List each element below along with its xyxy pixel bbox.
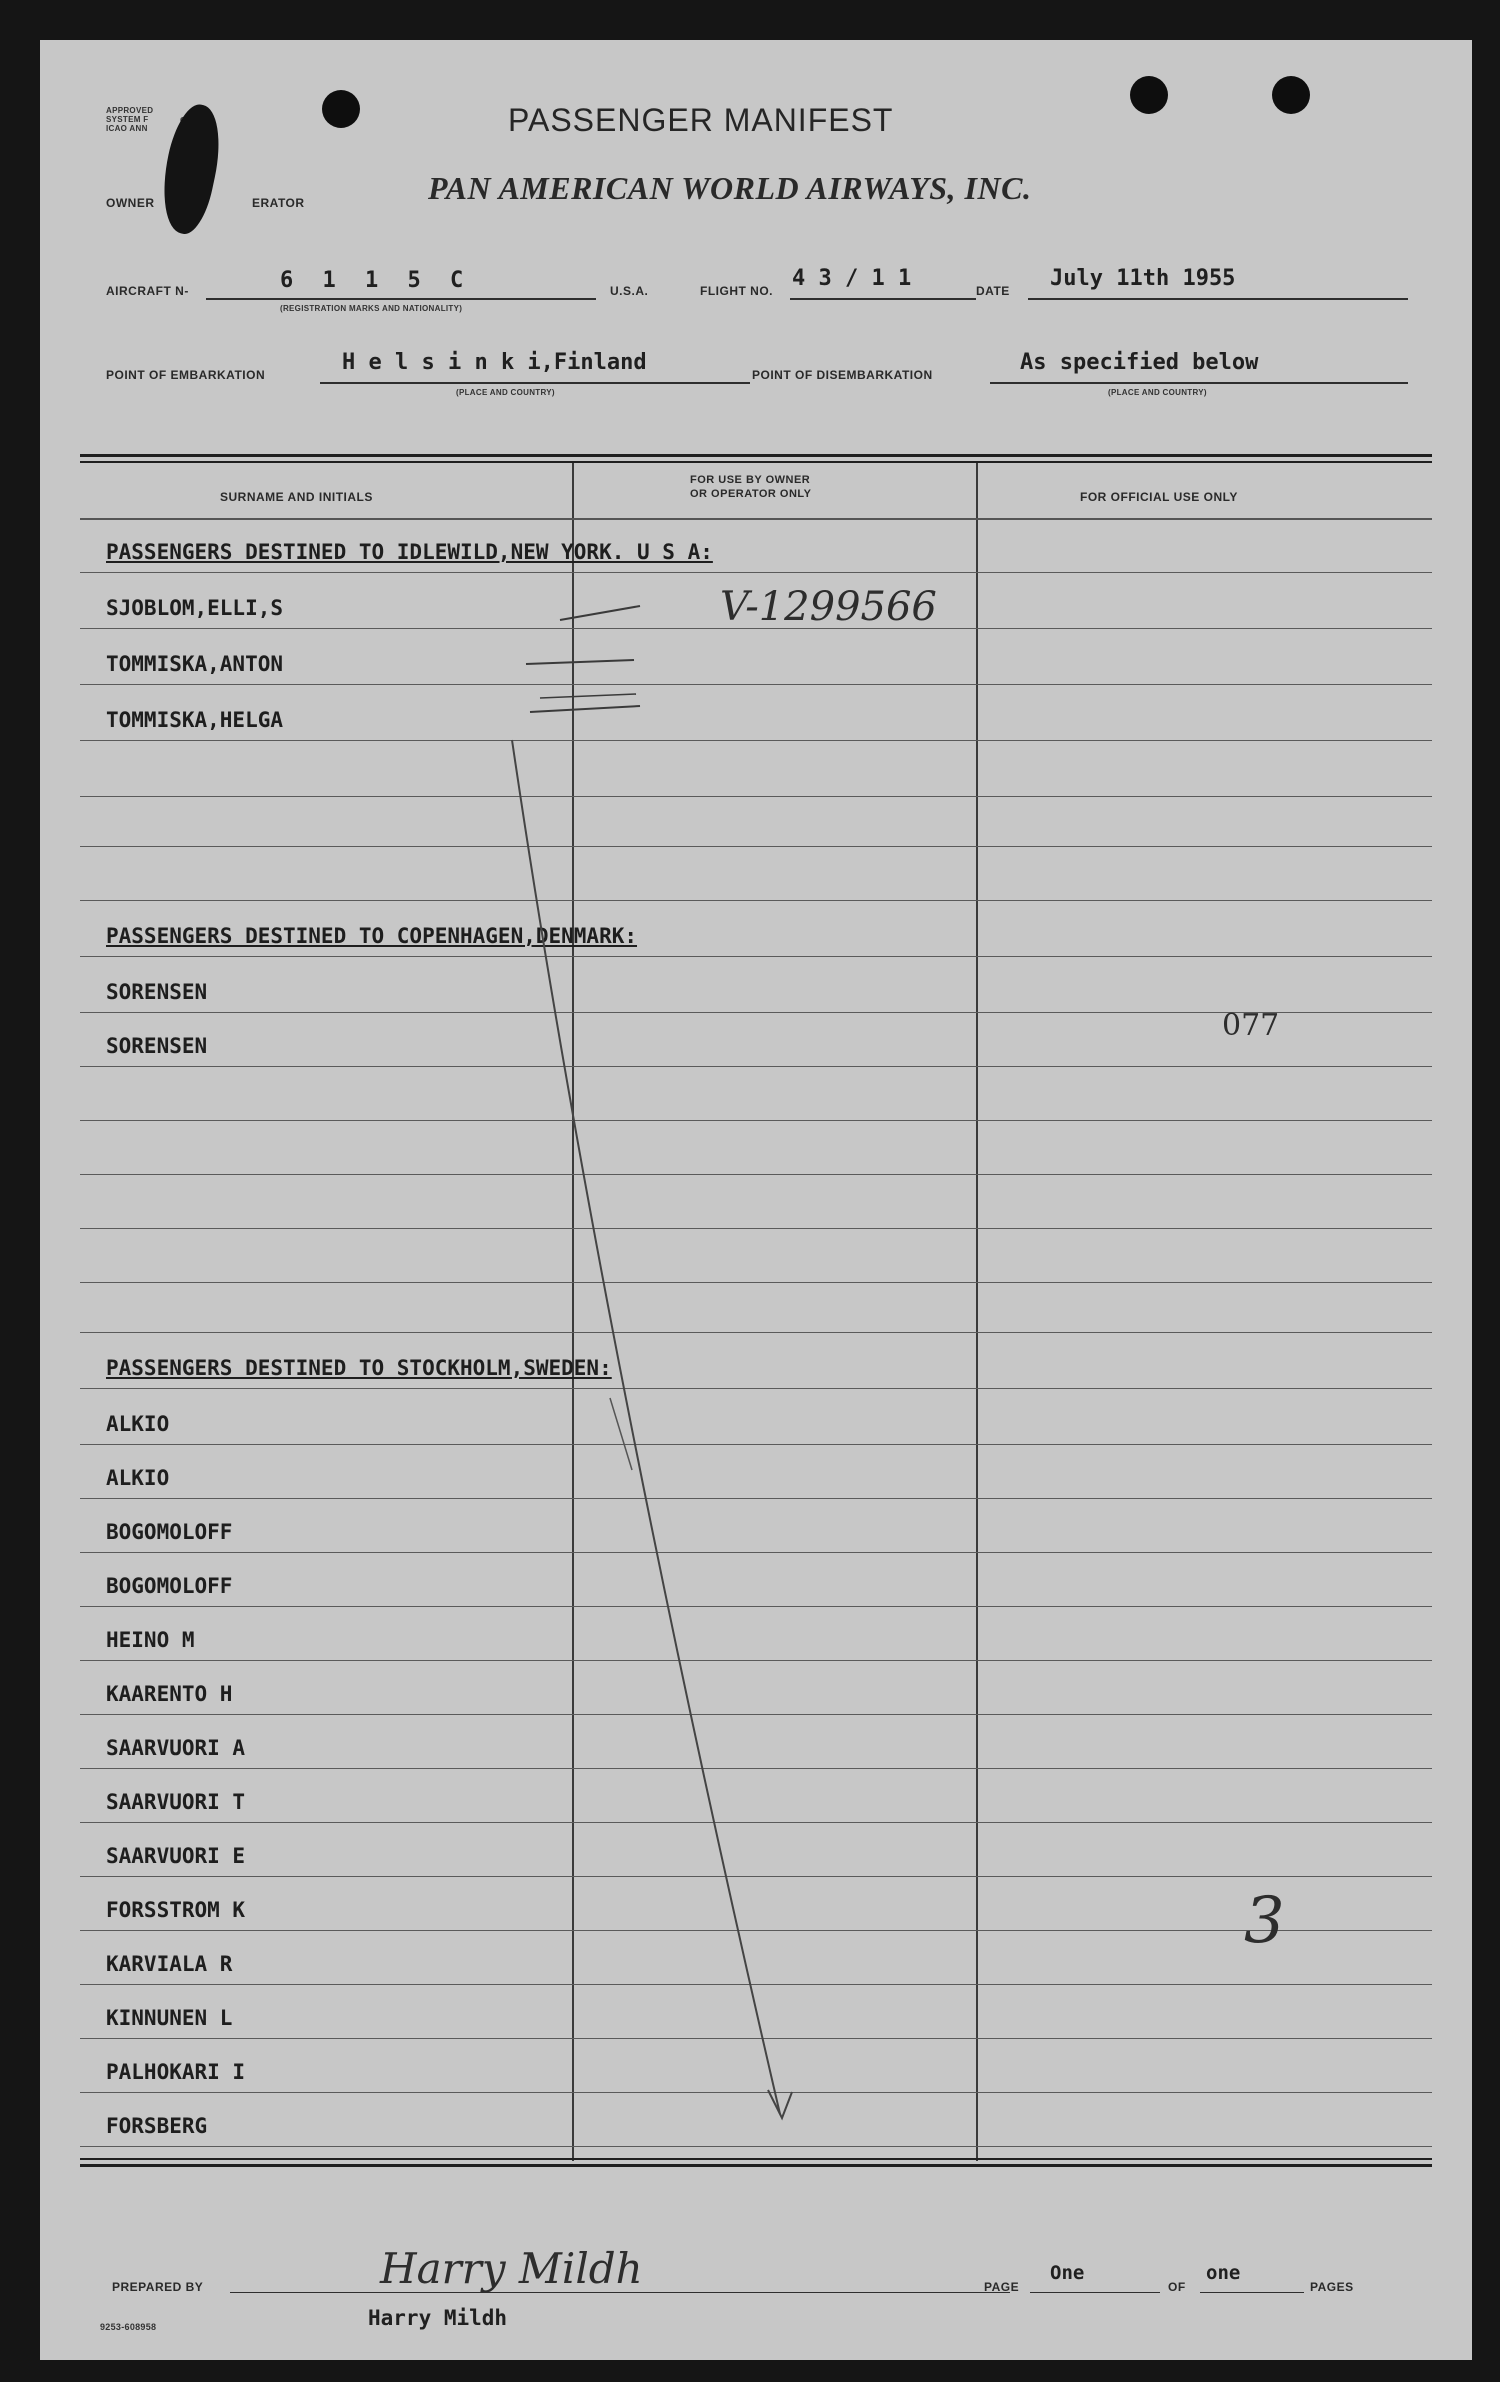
table-bottom-rule bbox=[80, 2158, 1432, 2160]
pages-label: PAGES bbox=[1310, 2280, 1354, 2294]
passenger-row: ALKIO bbox=[106, 1466, 170, 1490]
tick-mark-1 bbox=[560, 606, 640, 620]
disembark-value: As specified below bbox=[1020, 350, 1259, 375]
section-heading-new-york: PASSENGERS DESTINED TO IDLEWILD,NEW YORK. U S A: bbox=[106, 540, 713, 564]
visa-number: V-1299566 bbox=[720, 584, 937, 630]
pencil-arrow-line bbox=[512, 740, 780, 2114]
page-title: PASSENGER MANIFEST bbox=[508, 102, 894, 138]
passenger-row: KAARENTO H bbox=[106, 1682, 233, 1706]
passenger-row: FORSBERG bbox=[106, 2114, 208, 2138]
passenger-row: ALKIO bbox=[106, 1412, 170, 1436]
disembark-label: POINT OF DISEMBARKATION bbox=[752, 368, 933, 382]
approval-line-1: APPROVED bbox=[106, 106, 154, 115]
column-owner-use-2: OR OPERATOR ONLY bbox=[690, 488, 812, 500]
section-heading-copenhagen: PASSENGERS DESTINED TO COPENHAGEN,DENMARK: bbox=[106, 924, 638, 948]
passenger-row: SAARVUORI E bbox=[106, 1844, 246, 1868]
typed-name: Harry Mildh bbox=[368, 2306, 508, 2330]
page-value: One bbox=[1050, 2262, 1085, 2284]
passenger-row: FORSSTROM K bbox=[106, 1898, 246, 1922]
table-bottom-rule-2 bbox=[80, 2164, 1432, 2167]
official-mark-077: 077 bbox=[1222, 1008, 1280, 1043]
passenger-row: PALHOKARI I bbox=[106, 2060, 246, 2084]
aircraft-value: 6 1 1 5 C bbox=[280, 268, 472, 293]
passenger-row: BOGOMOLOFF bbox=[106, 1520, 233, 1544]
passenger-row: HEINO M bbox=[106, 1628, 195, 1652]
flight-value: 4 3 / 1 1 bbox=[792, 266, 912, 291]
prepared-label: PREPARED BY bbox=[112, 2280, 204, 2294]
flight-label: FLIGHT NO. bbox=[700, 284, 773, 298]
section-heading-stockholm: PASSENGERS DESTINED TO STOCKHOLM,SWEDEN: bbox=[106, 1356, 612, 1380]
page-underline bbox=[1030, 2292, 1160, 2293]
column-surname: SURNAME AND INITIALS bbox=[220, 490, 373, 504]
passenger-row: SJOBLOM,ELLI,S bbox=[106, 596, 284, 620]
owner-label: OWNER bbox=[106, 196, 155, 210]
passenger-row: BOGOMOLOFF bbox=[106, 1574, 233, 1598]
date-value: July 11th 1955 bbox=[1050, 266, 1236, 291]
aircraft-label: AIRCRAFT N- bbox=[106, 284, 189, 298]
page-label: PAGE bbox=[984, 2280, 1020, 2294]
tick-mark-3 bbox=[530, 706, 640, 712]
operator-label: ERATOR bbox=[252, 196, 305, 210]
registration-note: (REGISTRATION MARKS AND NATIONALITY) bbox=[280, 304, 463, 313]
passenger-row: TOMMISKA,HELGA bbox=[106, 708, 284, 732]
of-underline bbox=[1200, 2292, 1304, 2293]
embark-label: POINT OF EMBARKATION bbox=[106, 368, 266, 382]
passenger-row: SORENSEN bbox=[106, 1034, 208, 1058]
passenger-row: TOMMISKA,ANTON bbox=[106, 652, 284, 676]
passenger-row: KINNUNEN L bbox=[106, 2006, 233, 2030]
tick-mark-4 bbox=[540, 694, 636, 698]
of-value: one bbox=[1206, 2262, 1241, 2284]
approval-line-2: SYSTEM F bbox=[106, 115, 149, 124]
form-number: 9253-608958 bbox=[100, 2322, 157, 2332]
company-name: PAN AMERICAN WORLD AIRWAYS, INC. bbox=[428, 170, 1032, 206]
usa-label: U.S.A. bbox=[610, 284, 649, 298]
official-mark-3: 3 bbox=[1244, 1884, 1285, 1958]
date-label: DATE bbox=[976, 284, 1010, 298]
pencil-arrow-head bbox=[768, 2090, 792, 2118]
column-owner-use-1: FOR USE BY OWNER bbox=[690, 474, 811, 486]
of-label: OF bbox=[1168, 2280, 1186, 2294]
approval-line-3: ICAO ANN bbox=[106, 124, 148, 133]
signature: Harry Mildh bbox=[380, 2244, 643, 2293]
passenger-row: SAARVUORI A bbox=[106, 1736, 246, 1760]
pencil-marks bbox=[40, 40, 1472, 2360]
passenger-row: SAARVUORI T bbox=[106, 1790, 246, 1814]
embark-note: (PLACE AND COUNTRY) bbox=[456, 388, 555, 397]
passenger-row: KARVIALA R bbox=[106, 1952, 233, 1976]
column-official: FOR OFFICIAL USE ONLY bbox=[1080, 490, 1238, 504]
disembark-note: (PLACE AND COUNTRY) bbox=[1108, 388, 1207, 397]
passenger-row: SORENSEN bbox=[106, 980, 208, 1004]
embark-value: H e l s i n k i,Finland bbox=[342, 350, 647, 375]
tick-mark-2 bbox=[526, 660, 634, 664]
manifest-sheet bbox=[40, 40, 1472, 2360]
